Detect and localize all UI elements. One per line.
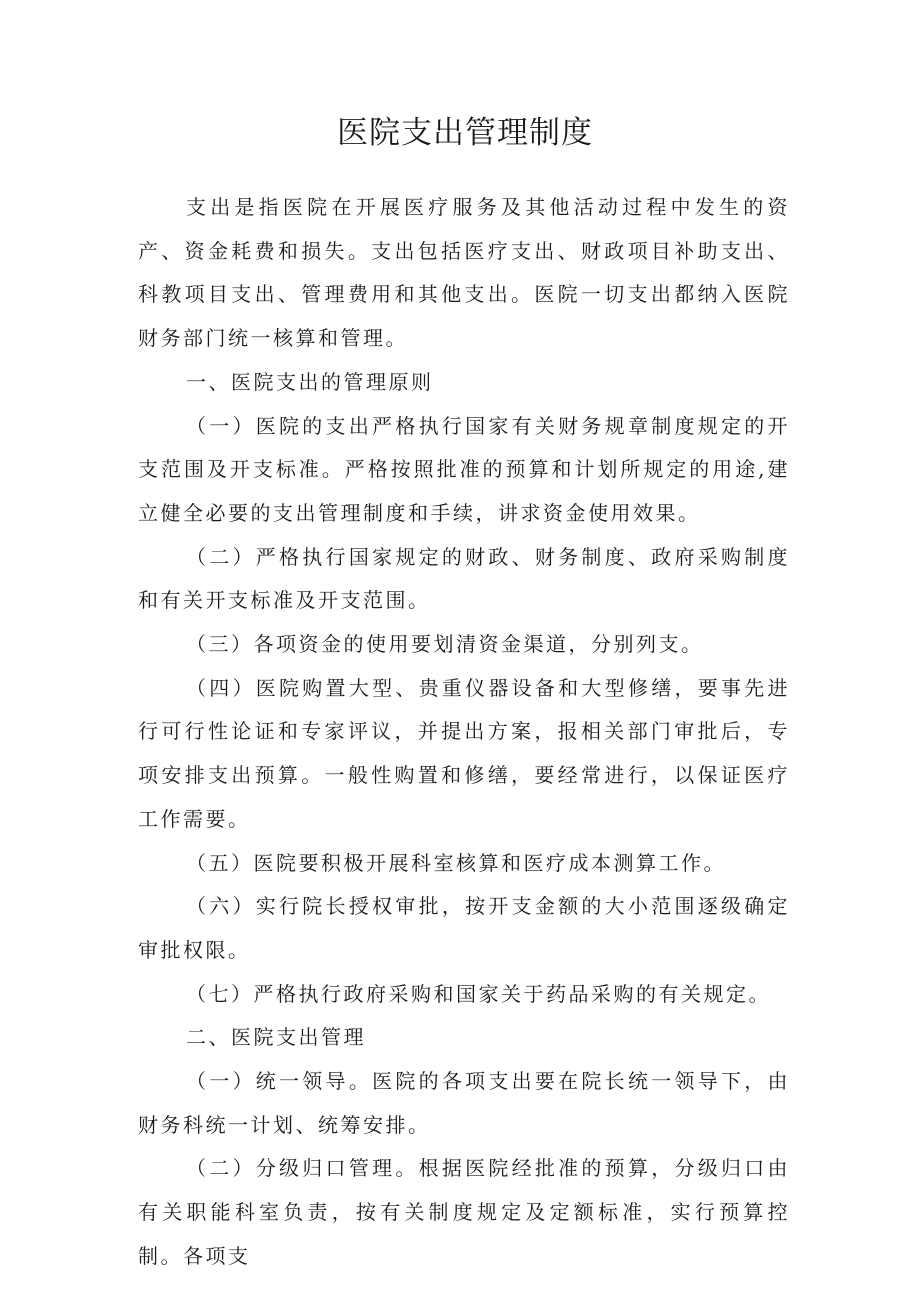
principle-item-6: （六）实行院长授权审批，按开支金额的大小范围逐级确定审批权限。: [138, 894, 790, 962]
principle-item-2: （二）严格执行国家规定的财政、财务制度、政府采购制度和有关开支标准及开支范围。: [138, 544, 790, 613]
principle-item-7: （七）严格执行政府采购和国家关于药品采购的有关规定。: [186, 981, 771, 1006]
principle-item-4: （四）医院购置大型、贵重仪器设备和大型修缮，要事先进行可行性论证和专家评议，并提出方案，报相关部门审批后，专项安排支出预算。一般性购置和修缮，要经常进行，以保证医疗工作需要。: [138, 675, 790, 831]
principle-item-5: （五）医院要积极开展科室核算和医疗成本测算工作。: [186, 850, 726, 875]
management-item-2: （二）分级归口管理。根据医院经批准的预算，分级归口由有关职能科室负责，按有关制度规定及定额标准，实行预算控制。各项支: [138, 1156, 790, 1268]
principle-item-3: （三）各项资金的使用要划清资金渠道，分别列支。: [186, 632, 704, 657]
intro-paragraph: 支出是指医院在开展医疗服务及其他活动过程中发生的资产、资金耗费和损失。支出包括医疗支出、财政项目补助支出、科教项目支出、管理费用和其他支出。医院一切支出都纳入医院财务部门统一核算和管理。: [138, 195, 790, 351]
management-item-1: （一）统一领导。医院的各项支出要在院长统一领导下，由财务科统一计划、统筹安排。: [138, 1069, 790, 1137]
principle-item-1: （一）医院的支出严格执行国家有关财务规章制度规定的开支范围及开支标准。严格按照批准的预算和计划所规定的用途,建立健全必要的支出管理制度和手续，讲求资金使用效果。: [138, 413, 790, 525]
document-body: [138, 186, 790, 1279]
section-heading-principles: 一、医院支出的管理原则: [186, 369, 434, 394]
section-heading-management: 二、医院支出管理: [186, 1025, 366, 1050]
document-title: 医院支出管理制度: [337, 115, 593, 151]
